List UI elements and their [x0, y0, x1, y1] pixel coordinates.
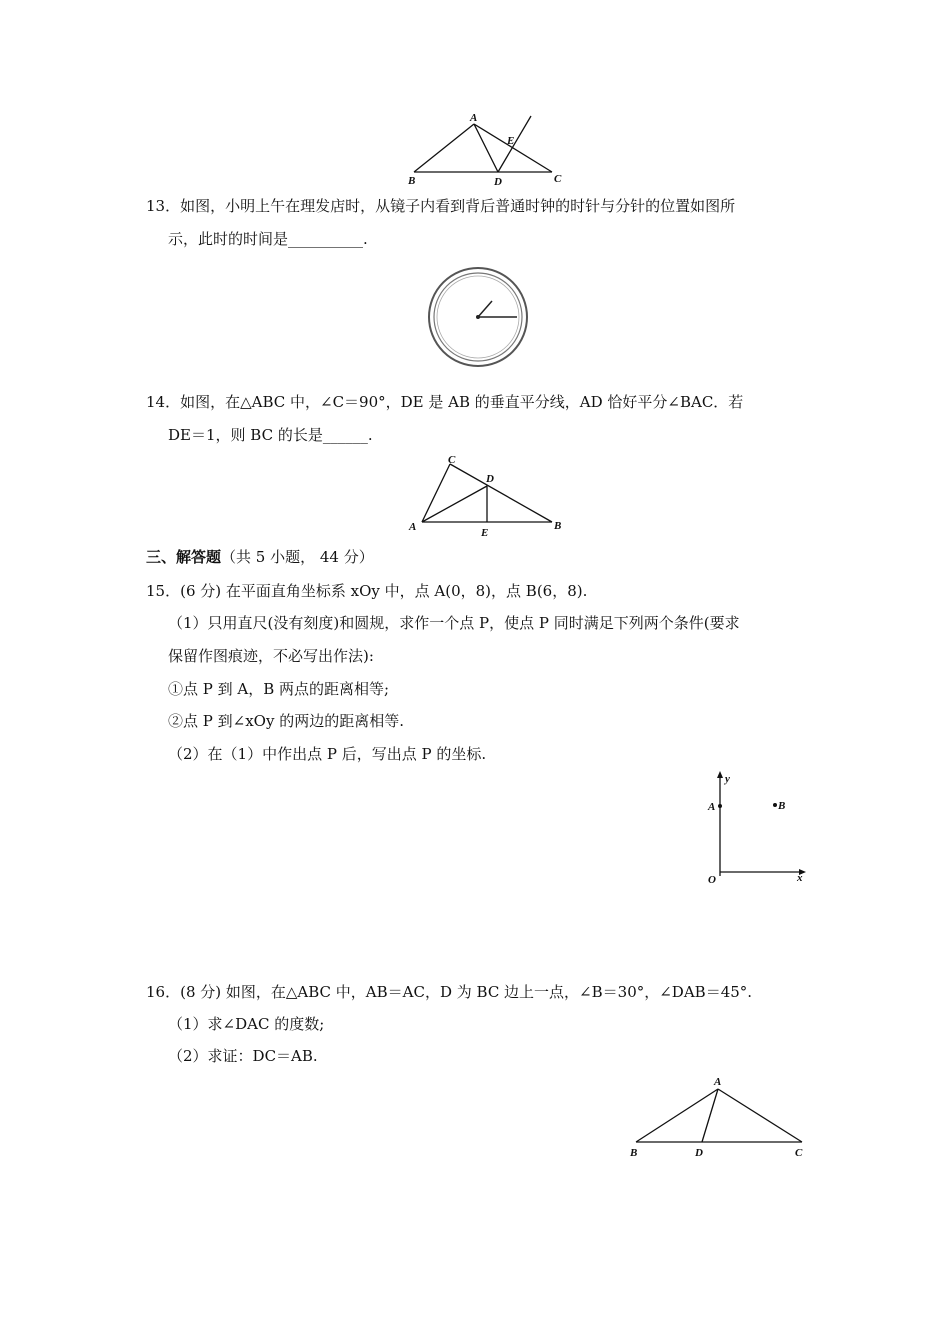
clock-figure	[424, 264, 554, 374]
label-B: B	[778, 800, 786, 812]
q14-line2: DE＝1，则 BC 的长是______.	[168, 426, 373, 444]
coordinate-figure-q15	[700, 768, 815, 888]
label-D: D	[494, 176, 502, 188]
label-E: E	[507, 135, 515, 147]
label-A: A	[714, 1076, 722, 1088]
q15-line5: ②点 P 到∠xOy 的两边的距离相等.	[168, 712, 404, 730]
label-D: D	[486, 473, 494, 485]
q13-line1: 13．如图，小明上午在理发店时，从镜子内看到背后普通时钟的时针与分针的位置如图所	[146, 197, 736, 215]
q14-line1: 14．如图，在△ABC 中，∠C＝90°，DE 是 AB 的垂直平分线，AD 恰好平分∠BAC．若	[146, 393, 744, 411]
label-A: A	[708, 801, 716, 813]
section-heading	[146, 547, 374, 567]
q16-line1: 16．(8 分) 如图，在△ABC 中，AB＝AC，D 为 BC 边上一点，∠B＝30°，∠DAB＝45°.	[146, 983, 753, 1001]
q15-line6: （2）在（1）中作出点 P 后，写出点 P 的坐标.	[168, 745, 487, 763]
point-B	[773, 803, 777, 807]
label-B: B	[554, 520, 562, 532]
label-B: B	[630, 1147, 638, 1159]
label-x: x	[797, 872, 803, 884]
label-y: y	[725, 773, 730, 785]
section-title: 三、解答题	[146, 548, 222, 566]
q15-line1: 15．(6 分) 在平面直角坐标系 xOy 中，点 A(0，8)，点 B(6，8).	[146, 582, 588, 600]
q13-line2: 示，此时的时间是__________.	[168, 230, 368, 248]
point-A	[718, 804, 722, 808]
label-B: B	[408, 175, 416, 187]
q15-line4: ①点 P 到 A，B 两点的距离相等;	[168, 680, 390, 698]
q15-line3: 保留作图痕迹，不必写出作法):	[168, 647, 374, 665]
label-C: C	[448, 454, 456, 466]
q16-line2: （1）求∠DAC 的度数;	[168, 1015, 325, 1033]
q16-line3: （2）求证：DC＝AB.	[168, 1047, 318, 1065]
triangle-figure-q12	[400, 110, 580, 190]
triangle-figure-q14	[404, 452, 574, 542]
label-C: C	[554, 173, 562, 185]
label-O: O	[708, 874, 716, 886]
triangle-figure-q16	[626, 1072, 816, 1162]
label-C: C	[795, 1147, 803, 1159]
label-A: A	[409, 521, 417, 533]
label-D: D	[695, 1147, 703, 1159]
q15-line2: （1）只用直尺(没有刻度)和圆规，求作一个点 P，使点 P 同时满足下列两个条件(要求	[168, 614, 740, 632]
label-A: A	[470, 112, 478, 124]
section-note: （共 5 小题， 44 分）	[221, 548, 374, 566]
label-E: E	[481, 527, 489, 539]
